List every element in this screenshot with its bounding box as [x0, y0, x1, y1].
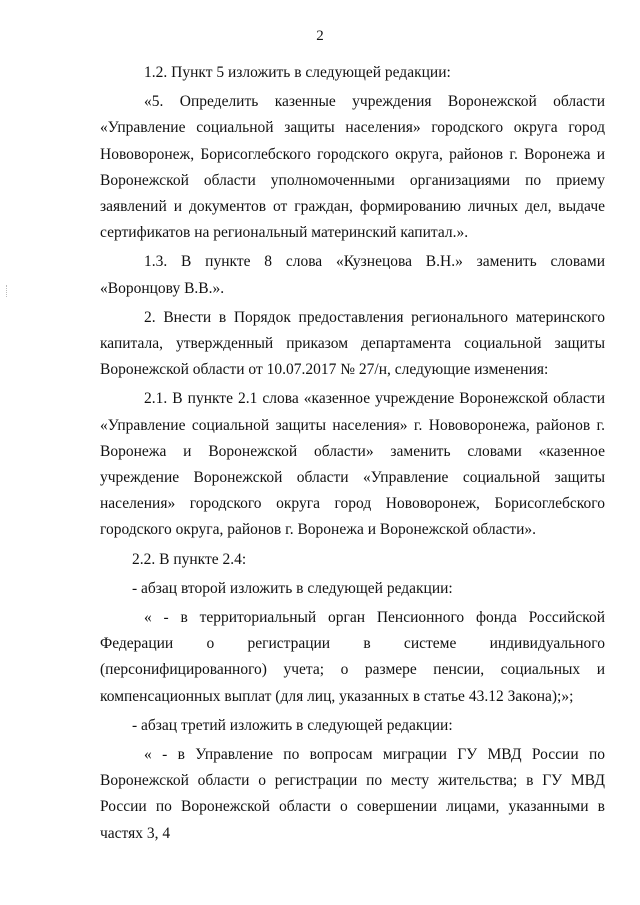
paragraph-2-1: 2.1. В пункте 2.1 слова «казенное учреждение Воронежской области «Управление социальной защиты населения» г. Нововоронежа, районов г. Воронежа и Воронежской области» заменить словами «казенное учреждение Воронежской области «Управление социальной защиты населения» городского округа город Нововоронеж, Борисоглебского городского округа, районов г. Воронежа и Воронежской области».	[100, 390, 605, 539]
document-body	[100, 60, 605, 850]
paragraph-point-5-text: «5. Определить казенные учреждения Воронежской области «Управление социальной защиты населения» городского округа город Нововоронеж, Борисоглебского городского округа, районов г. Воронежа и Воронежской области уполномоченными организациями по приему заявлений и документов от граждан, формированию личных дел, выдаче сертификатов на региональный материнский капитал.».	[100, 93, 605, 242]
paragraph-1-3: 1.3. В пункте 8 слова «Кузнецова В.Н.» заменить словами «Воронцову В.В.».	[100, 253, 605, 297]
paragraph-1-2: 1.2. Пункт 5 изложить в следующей редакции:	[144, 64, 451, 81]
paragraph-abzac-2-text: « - в территориальный орган Пенсионного фонда Российской Федерации о регистрации в системе индивидуального (персонифицированного) учета; о размере пенсии, социальных и компенсационных выплат (для лиц, указанных в статье 43.12 Закона);»;	[100, 609, 605, 705]
paragraph-abzac-2: - абзац второй изложить в следующей редакции:	[132, 579, 453, 597]
paragraph-abzac-3: - абзац третий изложить в следующей редакции:	[132, 716, 453, 734]
paragraph-2: 2. Внести в Порядок предоставления регионального материнского капитала, утвержденный приказом департамента социальной защиты Воронежской области от 10.07.2017 № 27/н, следующие изменения:	[100, 308, 605, 379]
paragraph-abzac-3-text: « - в Управление по вопросам миграции ГУ МВД России по Воронежской области о регистрации по месту жительства; в ГУ МВД России по Воронежской области о совершении лицами, указанными в частях 3, 4	[100, 746, 605, 842]
page-number: 2	[316, 28, 324, 44]
paragraph-2-2: 2.2. В пункте 2.4:	[132, 550, 247, 568]
margin-mark	[6, 285, 8, 297]
